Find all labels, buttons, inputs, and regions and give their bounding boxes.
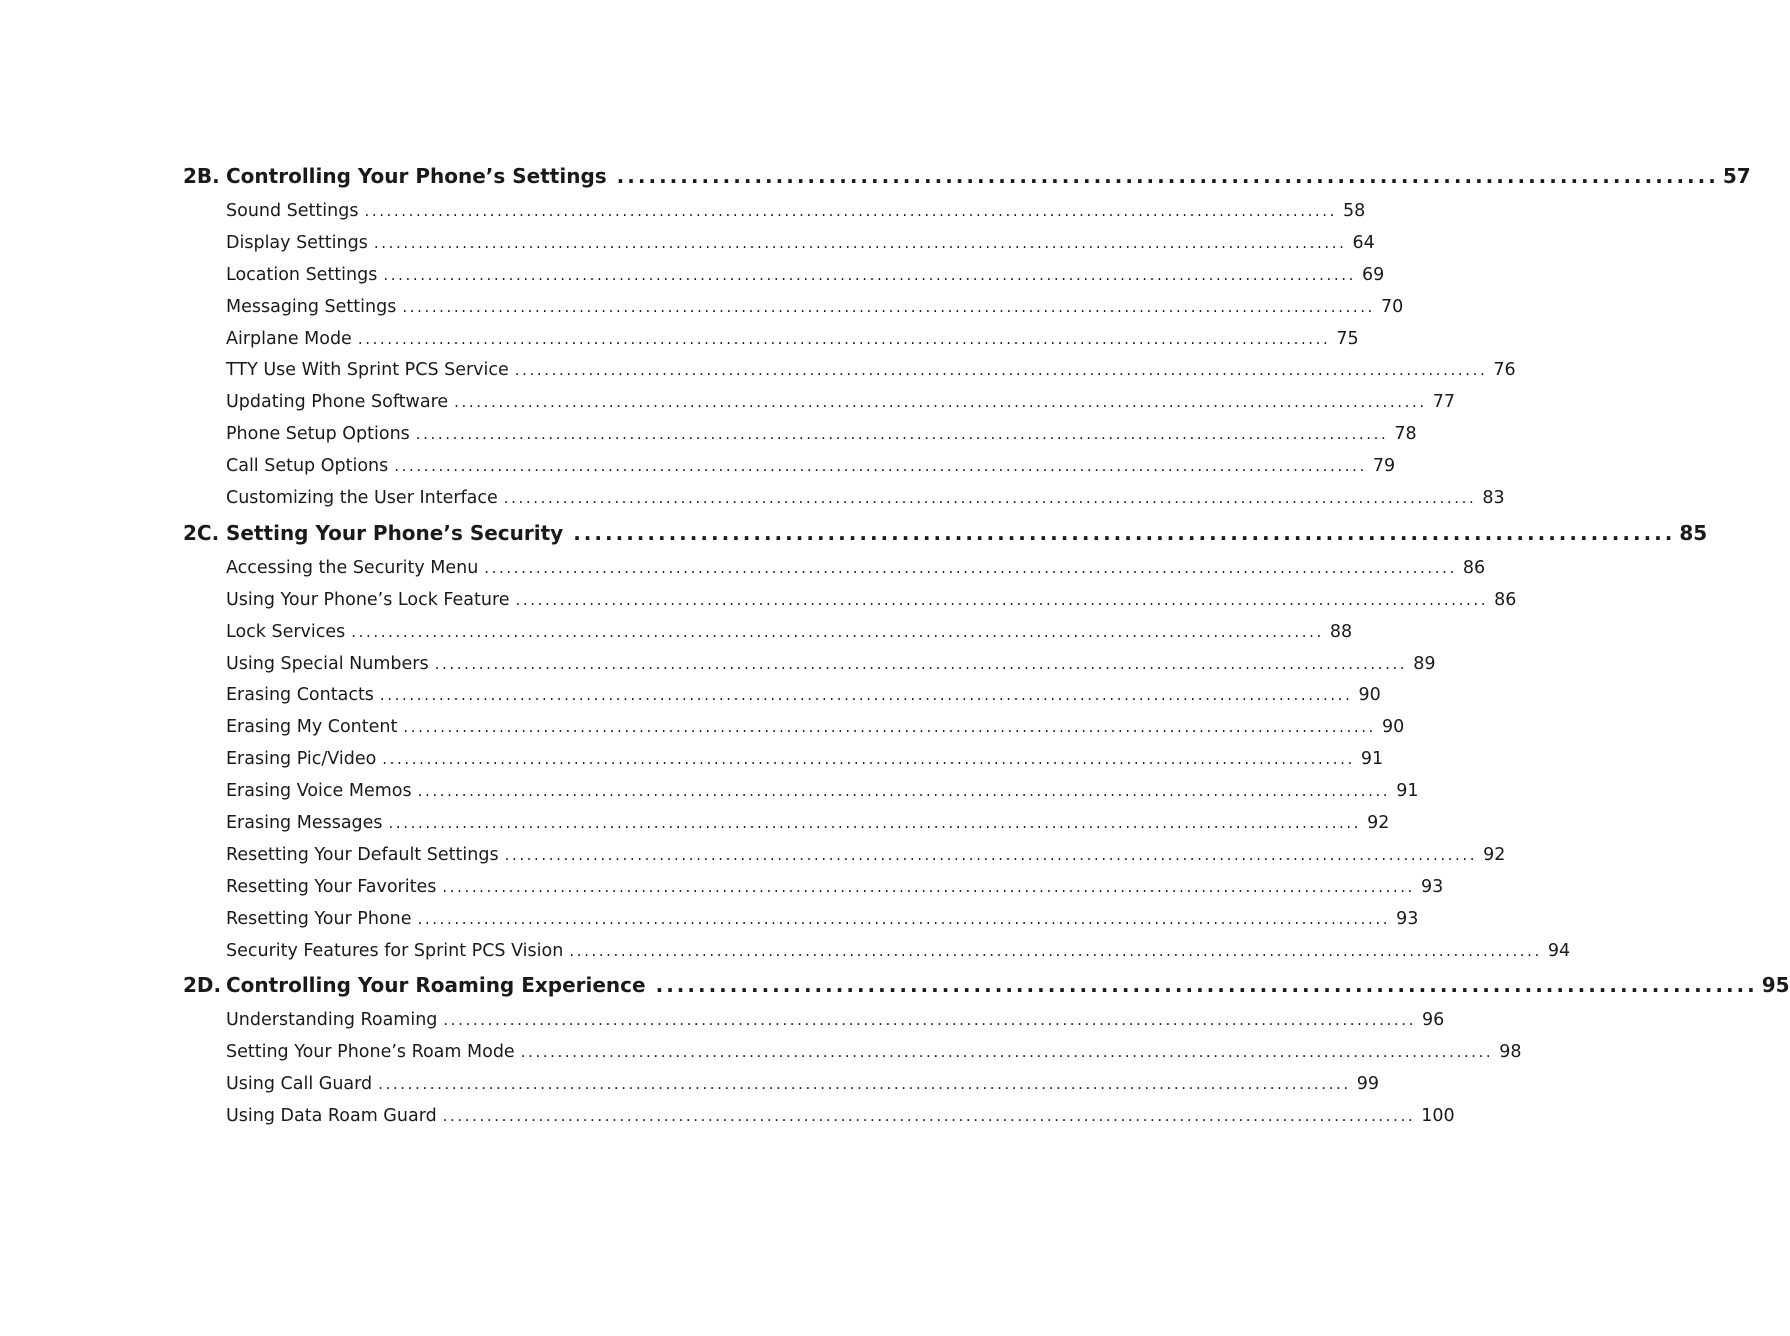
section-page-number: 85 <box>1679 520 1708 545</box>
entry-page-number: 91 <box>1396 781 1419 802</box>
entry-page-number: 93 <box>1420 876 1444 897</box>
dot-leader: .................................................................................................................................... <box>443 1011 1417 1030</box>
entry-page-number: 77 <box>1432 392 1456 413</box>
section-number: 2B. <box>183 164 220 188</box>
toc-entry[interactable] <box>226 387 1456 419</box>
dot-leader: .................................................................................................................................... <box>504 845 1478 864</box>
toc-entry[interactable] <box>226 744 1384 776</box>
entry-title: Call Setup Options <box>226 456 389 477</box>
entry-page-number: 69 <box>1361 264 1385 285</box>
entry-title: Erasing Voice Memos <box>226 781 412 802</box>
dot-leader: .................................................................................................................................... <box>569 941 1542 960</box>
entry-page-number: 90 <box>1381 717 1405 738</box>
toc-section-2b <box>183 158 1751 515</box>
table-of-contents <box>183 158 1790 1133</box>
entry-title: Customizing the User Interface <box>226 488 498 509</box>
toc-entry[interactable] <box>226 1101 1455 1133</box>
dot-leader: ........................................................................................................ <box>616 164 1719 188</box>
entry-page-number: 75 <box>1336 328 1359 349</box>
section-entries <box>226 196 1516 515</box>
toc-entry[interactable] <box>226 483 1505 515</box>
toc-entry[interactable] <box>226 1037 1522 1069</box>
toc-entry[interactable] <box>226 840 1506 872</box>
dot-leader: .................................................................................................................................... <box>394 457 1367 476</box>
entry-title: Erasing Pic/Video <box>226 749 377 770</box>
entry-page-number: 92 <box>1483 844 1506 865</box>
dot-leader: .................................................................................................................................... <box>515 590 1489 609</box>
toc-entry[interactable] <box>226 1005 1445 1037</box>
dot-leader: .................................................................................................................................... <box>379 686 1353 705</box>
entry-page-number: 79 <box>1372 456 1396 477</box>
entry-page-number: 100 <box>1421 1106 1455 1127</box>
toc-entry[interactable] <box>226 196 1366 228</box>
entry-title: Resetting Your Phone <box>226 908 412 929</box>
toc-entry[interactable] <box>226 872 1444 904</box>
entry-title: Lock Services <box>226 621 346 642</box>
dot-leader: .................................................................................................................................... <box>442 1107 1416 1126</box>
entry-title: TTY Use With Sprint PCS Service <box>226 360 509 381</box>
entry-title: Location Settings <box>226 264 378 285</box>
section-entries <box>226 553 1571 968</box>
entry-title: Airplane Mode <box>226 328 352 349</box>
dot-leader: .................................................................................................................................... <box>403 718 1376 737</box>
section-title: Controlling Your Phone’s Settings <box>226 164 607 188</box>
entry-page-number: 76 <box>1493 360 1516 381</box>
dot-leader: .................................................................................................................................... <box>415 425 1389 444</box>
dot-leader: .................................................................................................................................... <box>383 265 1356 284</box>
entry-page-number: 78 <box>1394 424 1417 445</box>
section-page-number: 95 <box>1761 973 1790 998</box>
toc-entry[interactable] <box>226 228 1375 260</box>
dot-leader: .................................................................................................................................... <box>514 361 1488 380</box>
dot-leader: .................................................................................................................................... <box>373 233 1347 252</box>
entry-page-number: 92 <box>1367 813 1390 834</box>
entry-title: Understanding Roaming <box>226 1010 438 1031</box>
toc-entry[interactable] <box>226 419 1417 451</box>
entry-title: Resetting Your Default Settings <box>226 844 499 865</box>
entry-page-number: 91 <box>1360 749 1384 770</box>
section-heading[interactable] <box>183 515 1708 551</box>
entry-title: Using Call Guard <box>226 1074 373 1095</box>
toc-entry[interactable] <box>226 292 1404 324</box>
toc-entry[interactable] <box>226 585 1517 617</box>
dot-leader: .................................................................................................................................... <box>382 750 1355 769</box>
entry-page-number: 89 <box>1413 653 1436 674</box>
toc-entry[interactable] <box>226 553 1486 585</box>
dot-leader: .................................................................................................................................... <box>378 1075 1351 1094</box>
entry-title: Using Special Numbers <box>226 653 429 674</box>
dot-leader: .................................................................................................................................... <box>364 202 1338 220</box>
entry-page-number: 93 <box>1396 908 1419 929</box>
section-heading[interactable] <box>183 158 1751 194</box>
dot-leader: .................................................................................................................................... <box>434 654 1408 673</box>
dot-leader: .................................................................................................................................... <box>357 329 1331 348</box>
toc-entry[interactable] <box>226 1069 1380 1101</box>
section-heading[interactable] <box>183 967 1790 1003</box>
toc-section-2d <box>183 967 1790 1133</box>
dot-leader: .................................................................................................................................... <box>520 1043 1494 1062</box>
toc-section-2c <box>183 515 1708 968</box>
entry-page-number: 98 <box>1499 1042 1522 1063</box>
toc-entry[interactable] <box>226 712 1405 744</box>
section-title: Setting Your Phone’s Security <box>226 520 564 545</box>
toc-entry[interactable] <box>226 776 1419 808</box>
dot-leader: .................................................................................................................................... <box>484 558 1457 577</box>
entry-title: Resetting Your Favorites <box>226 876 437 897</box>
toc-entry[interactable] <box>226 355 1516 387</box>
dot-leader: ........................................................................................................ <box>573 520 1676 545</box>
dot-leader: .................................................................................................................................... <box>503 489 1477 508</box>
toc-entry[interactable] <box>226 260 1385 292</box>
dot-leader: .................................................................................................................................... <box>454 393 1427 412</box>
toc-entry[interactable] <box>226 617 1353 649</box>
entry-title: Security Features for Sprint PCS Vision <box>226 940 564 961</box>
entry-title: Display Settings <box>226 232 368 253</box>
section-number: 2D. <box>183 973 222 998</box>
entry-title: Using Your Phone’s Lock Feature <box>226 589 510 610</box>
toc-entry[interactable] <box>226 680 1381 712</box>
entry-title: Using Data Roam Guard <box>226 1106 437 1127</box>
entry-page-number: 88 <box>1329 621 1353 642</box>
section-page-number: 57 <box>1722 164 1751 188</box>
dot-leader: .................................................................................................................................... <box>351 622 1324 641</box>
entry-page-number: 99 <box>1356 1074 1380 1095</box>
toc-entry[interactable] <box>226 324 1359 356</box>
entry-title: Erasing My Content <box>226 717 398 738</box>
entry-title: Updating Phone Software <box>226 392 449 413</box>
toc-entry[interactable] <box>226 904 1419 936</box>
section-entries <box>226 1005 1522 1133</box>
entry-title: Sound Settings <box>226 201 359 221</box>
dot-leader: .................................................................................................................................... <box>417 909 1391 928</box>
entry-title: Messaging Settings <box>226 296 397 317</box>
toc-entry[interactable] <box>226 649 1436 681</box>
entry-page-number: 70 <box>1380 296 1404 317</box>
dot-leader: .................................................................................................................................... <box>442 877 1415 896</box>
entry-page-number: 86 <box>1494 589 1517 610</box>
entry-page-number: 90 <box>1358 685 1381 706</box>
entry-title: Setting Your Phone’s Roam Mode <box>226 1042 515 1063</box>
dot-leader: .................................................................................................................................... <box>402 297 1375 316</box>
entry-title: Phone Setup Options <box>226 424 410 445</box>
toc-entry[interactable] <box>226 936 1571 968</box>
dot-leader: .................................................................................................................................... <box>417 782 1391 801</box>
section-title: Controlling Your Roaming Experience <box>226 973 646 998</box>
toc-entry[interactable] <box>226 808 1390 840</box>
entry-page-number: 58 <box>1343 201 1366 221</box>
entry-page-number: 86 <box>1462 557 1486 578</box>
entry-page-number: 64 <box>1352 232 1375 253</box>
entry-title: Accessing the Security Menu <box>226 557 479 578</box>
dot-leader: ........................................................................................................ <box>655 973 1758 998</box>
entry-title: Erasing Messages <box>226 813 383 834</box>
toc-entry[interactable] <box>226 451 1396 483</box>
section-number: 2C. <box>183 520 220 545</box>
entry-page-number: 96 <box>1422 1010 1445 1031</box>
entry-title: Erasing Contacts <box>226 685 374 706</box>
entry-page-number: 83 <box>1482 488 1505 509</box>
dot-leader: .................................................................................................................................... <box>388 814 1362 833</box>
entry-page-number: 94 <box>1547 940 1571 961</box>
